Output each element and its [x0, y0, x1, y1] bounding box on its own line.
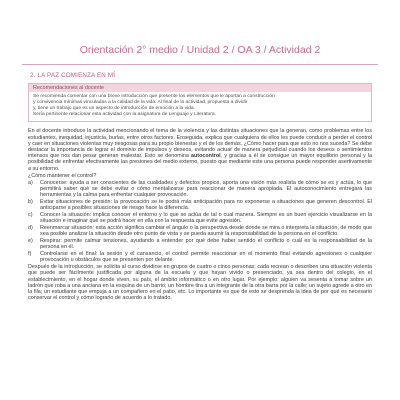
list-text: Controlarse en el final: la sesión y el cansancio, el control permite reaccionar en el momento final evitando agresiones o cualquier provocación u obstáculos que se presenten por delante. — [40, 250, 372, 263]
list-text: Evitar situaciones de presión: la provocación se te podrá más anticipación para no exponerse a situaciones que generen descontrol. El anticiparse a posibles situaciones de riesgo hace la diferencia. — [40, 199, 372, 212]
list-item — [28, 251, 372, 263]
teacher-recommendations-box — [28, 83, 372, 122]
list-text: Conocerse: ayuda a ser conscientes de las cualidades y defectos propios, aporta una visión más realista de cómo se es y actúa, lo que permitirá saber qué se debe evitar o cómo mentalizarse para reaccionar de manera apropiada. El autoconocimiento entregará las herramientas y la calma para enfrentar cualquier provocación. — [40, 180, 372, 199]
list-item — [28, 225, 372, 237]
title-divider — [22, 64, 378, 65]
list-text: Conocer la situación: implica conocer el entorno y lo que se actúa de tal o cual manera. Siempre es un buen ejercicio visualizarse en la situación e imaginar qué se podrá hacer en ella con la respuesta que evite agresión. — [40, 212, 372, 225]
intro-text-part2: , y gracias a él se consigue un mayor equilibrio personal y la posibilidad de enfrentar efectivamente las presiones del medio externo, puesto que mediante este una persona puede responder asertivamente a su entorno. — [28, 153, 372, 172]
recommendation-line: Sería pertinente relacionar esta actividad con la asignatura de Lenguaje y Literatura. — [33, 112, 216, 118]
list-item — [28, 180, 372, 199]
list-letter: b) — [28, 199, 33, 206]
list-letter: f) — [28, 250, 32, 257]
list-text: Respirar: permite calmar tensiones, ayudando a entender por qué debe haber sentido el conflicto o cuál es la responsabilidad de la persona en él. — [40, 237, 372, 251]
section-heading: 2. LA PAZ COMIENZA EN MÍ — [30, 72, 116, 79]
control-list — [28, 180, 372, 263]
list-item — [28, 238, 372, 250]
list-letter: e) — [28, 237, 33, 244]
intro-bold-term: autocontrol — [191, 153, 221, 160]
page-title: Orientación 2° medio / Unidad 2 / OA 3 / Actividad 2 — [79, 44, 321, 56]
recommendation-line: y, tiene un trabajo que es un aspecto de introducción de emoción a la vida. — [33, 106, 195, 112]
intro-text-part1: En el docente introduce la actividad mencionando el tema de la violencia y las distintas situaciones que la generan, como problemas entre los estudiantes, inequidad, injusticia, burlas, entre otros factores. Enseguida, explica que cualquiera de ellos les puede conducir a perder el control y caer en situaciones violentas muy riesgosas para su propio bienestar y el de los demás. ¿Cómo hacer para que esto no nos suceda? Se debe destacar la importancia de lograr el dominio de impulsos y deseos, evitando actuar de manera perjudicial cuando los deseos o sentimientos intensos que nos dan pesar generan malestar. Esto se denomina — [28, 128, 373, 160]
recommendation-line: Se recomienda comentar con una breve introducción que presente los elementos que le aportan a construcción — [33, 94, 275, 99]
intro-paragraph — [28, 128, 372, 171]
recommendations-heading: Recomendaciones al docente — [29, 84, 371, 92]
recommendation-line: y convivencia mínimas vinculadas a la calidad de la vida. Al final de la actividad, propuesta a dividir — [33, 100, 248, 106]
recommendations-body — [29, 92, 371, 121]
closing-paragraph: Después de la introducción, se solicita al curso dividirse en grupos de cuatro o cinco personas; cada recrean o describen una situación violenta que puede ser fácilmente justificada por alguna de la escuela y que hayan vivido o presenciado, ya sea dentro del colegio, en el establecimiento, en el hogar donde viven, su país, el ámbito informático o en otro lugar. Por ejemplo: alguien va sesenta a tomar sobre un ladrón que roba a una anciana en la esquina de un barrio; un hombre tira a un integrante de la otra barra por la calle; un sujeto agrede a otro en la fila; un estudiante que empuja a un compañero en el patio, etc. Lo importante es que de esto se desprenda la idea de por qué es necesario conservar el control y cómo lograrlo de acuerdo a lo tratado. — [28, 264, 372, 302]
list-letter: c) — [28, 212, 33, 219]
control-question: ¿Cómo mantener el control? — [28, 172, 97, 179]
list-letter: d) — [28, 224, 33, 231]
list-text: Reenmarcar situación: esta acción significa cambiar el ángulo o la perspectiva desde donde se mira o interpreta la situación, de modo que sea posible analizar la situación desde otro punto de vista y se pueda asumir la responsabilidad de la persona en el conflicto. — [40, 224, 372, 238]
list-letter: a) — [28, 180, 33, 186]
list-item — [28, 212, 372, 224]
list-item — [28, 199, 372, 211]
